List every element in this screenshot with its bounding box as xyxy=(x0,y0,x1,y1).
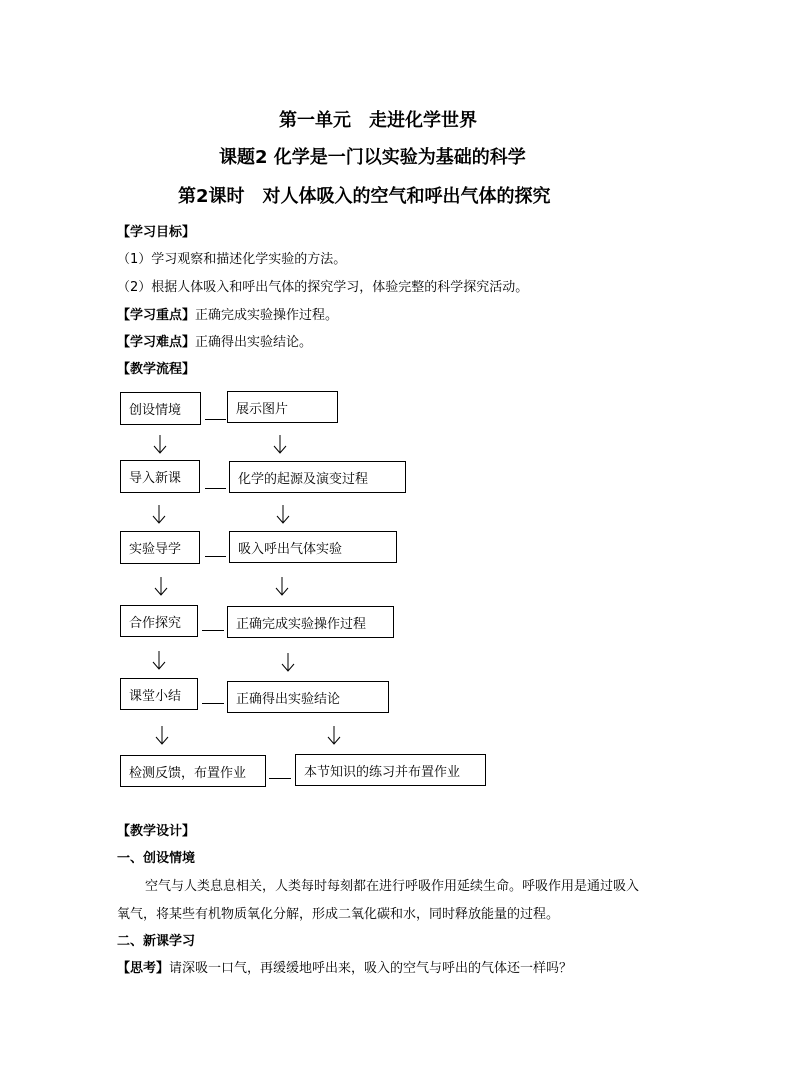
flow-detail-box: 正确得出实验结论 xyxy=(227,681,389,713)
flow-detail-box: 化学的起源及演变过程 xyxy=(229,461,406,493)
objectives-heading: 【学习目标】 xyxy=(117,225,196,240)
down-arrow-icon xyxy=(152,435,168,455)
down-arrow-icon xyxy=(326,726,342,746)
topic-title: 课题2 化学是一门以实验为基础的科学 xyxy=(219,147,526,168)
flow-stage-box: 检测反馈，布置作业 xyxy=(120,755,266,787)
flow-stage-box: 创设情境 xyxy=(120,392,201,425)
key-point-text: 正确完成实验操作过程。 xyxy=(195,308,339,323)
section1-heading: 一、创设情境 xyxy=(117,851,196,866)
flow-connector xyxy=(202,630,224,631)
key-point-label: 【学习重点】 xyxy=(117,308,196,323)
difficulty-text: 正确得出实验结论。 xyxy=(195,335,313,350)
key-point xyxy=(117,304,338,323)
down-arrow-icon xyxy=(274,577,290,597)
flow-stage-box: 导入新课 xyxy=(120,460,200,493)
flow-stage-box: 课堂小结 xyxy=(120,678,198,710)
flow-connector xyxy=(205,488,226,489)
down-arrow-icon xyxy=(151,651,167,671)
think-text: 请深吸一口气，再缓缓地呼出来，吸入的空气与呼出的气体还一样吗？ xyxy=(169,961,573,976)
flow-detail-box: 吸入呼出气体实验 xyxy=(229,531,397,563)
flow-connector xyxy=(269,778,291,779)
design-heading: 【教学设计】 xyxy=(117,824,196,839)
section1-paragraph-line2: 氧气，将某些有机物质氧化分解，形成二氧化碳和水，同时释放能量的过程。 xyxy=(117,907,560,922)
down-arrow-icon xyxy=(280,653,296,673)
flow-detail-box: 展示图片 xyxy=(227,391,338,423)
flow-heading: 【教学流程】 xyxy=(117,362,196,377)
flow-stage-box: 实验导学 xyxy=(120,531,200,564)
down-arrow-icon xyxy=(272,435,288,455)
think-question xyxy=(117,957,572,976)
down-arrow-icon xyxy=(275,505,291,525)
down-arrow-icon xyxy=(153,577,169,597)
flow-connector xyxy=(205,419,226,420)
unit-title: 第一单元 走进化学世界 xyxy=(279,110,477,131)
flow-connector xyxy=(202,703,224,704)
flow-stage-box: 合作探究 xyxy=(120,605,198,637)
flow-detail-box: 本节知识的练习并布置作业 xyxy=(295,754,486,786)
difficulty-label: 【学习难点】 xyxy=(117,335,196,350)
difficulty xyxy=(117,331,312,350)
flow-detail-box: 正确完成实验操作过程 xyxy=(227,606,394,638)
section2-heading: 二、新课学习 xyxy=(117,934,196,949)
lesson-title: 第2课时 对人体吸入的空气和呼出气体的探究 xyxy=(178,186,551,207)
down-arrow-icon xyxy=(154,726,170,746)
down-arrow-icon xyxy=(151,505,167,525)
objective-item-1: （1）学习观察和描述化学实验的方法。 xyxy=(117,252,347,267)
flow-connector xyxy=(205,556,226,557)
objective-item-2: （2）根据人体吸入和呼出气体的探究学习，体验完整的科学探究活动。 xyxy=(117,280,529,295)
think-label: 【思考】 xyxy=(117,961,170,976)
section1-paragraph-line1: 空气与人类息息相关，人类每时每刻都在进行呼吸作用延续生命。呼吸作用是通过吸入 xyxy=(145,879,640,894)
